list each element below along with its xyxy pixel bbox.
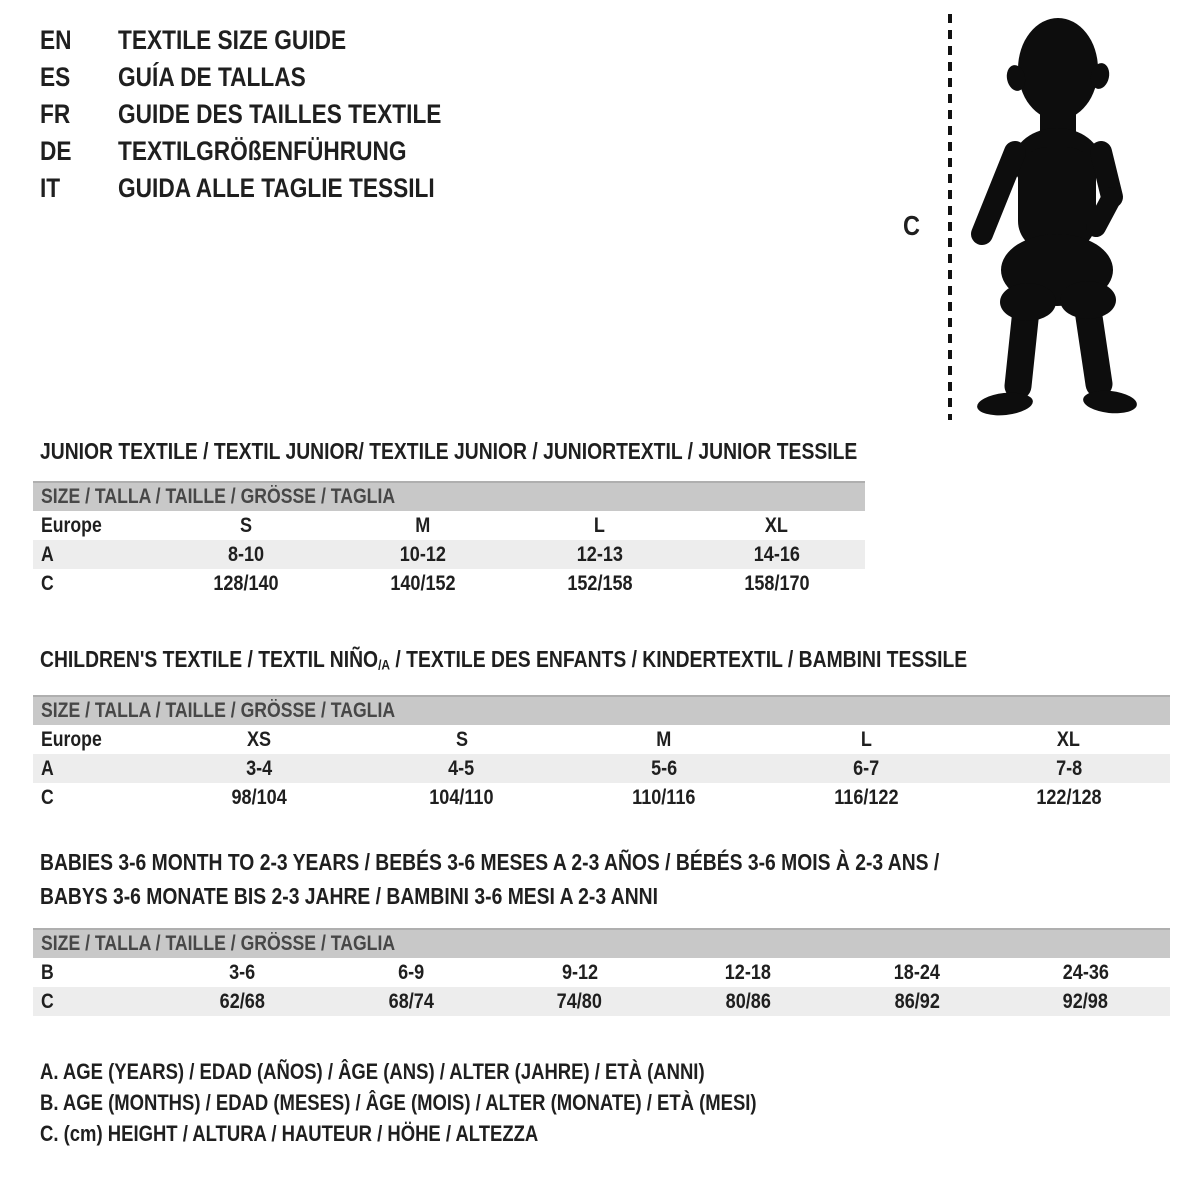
language-title: TEXTILE SIZE GUIDE <box>118 25 347 55</box>
language-row <box>40 170 503 207</box>
section-title-junior: JUNIOR TEXTILE / TEXTIL JUNIOR/ TEXTILE JUNIOR / JUNIORTEXTIL / JUNIOR TESSILE <box>40 438 858 464</box>
row-label: B <box>41 960 54 984</box>
nino-a-subscript: /A <box>378 657 391 674</box>
size-header-bar: SIZE / TALLA / TAILLE / GRÖSSE / TAGLIA <box>41 932 396 955</box>
cell: 62/68 <box>219 989 265 1013</box>
footnote-a: A. AGE (YEARS) / EDAD (AÑOS) / ÂGE (ANS) / ALTER (JAHRE) / ETÀ (ANNI) <box>40 1058 705 1084</box>
cell: L <box>860 727 872 751</box>
cell: L <box>594 513 606 537</box>
language-code: IT <box>40 173 61 203</box>
children-size-table <box>33 695 1170 812</box>
table-row <box>33 783 1170 812</box>
cell: XS <box>247 727 272 751</box>
cell: M <box>415 513 431 537</box>
language-code: DE <box>40 136 72 166</box>
cell: 18-24 <box>893 960 941 984</box>
cell: 3-4 <box>246 756 273 780</box>
cell: 9-12 <box>561 960 598 984</box>
cell: 14-16 <box>753 542 800 566</box>
row-label: Europe <box>41 513 102 537</box>
language-title: GUIDE DES TAILLES TEXTILE <box>118 99 442 129</box>
cell: 10-12 <box>400 542 447 566</box>
language-title: GUIDA ALLE TAGLIE TESSILI <box>118 173 435 203</box>
language-row <box>40 96 503 133</box>
language-row <box>40 133 503 170</box>
row-label: C <box>41 571 54 595</box>
cell: 98/104 <box>231 785 287 809</box>
cell: 128/140 <box>213 571 280 595</box>
cell: 24-36 <box>1062 960 1109 984</box>
table-row <box>33 958 1170 987</box>
height-label-c: C <box>903 210 920 241</box>
section-title-babies: BABIES 3-6 MONTH TO 2-3 YEARS / BEBÉS 3-6 MESES A 2-3 AÑOS / BÉBÉS 3-6 MOIS À 2-3 ANS / BABYS 3-6 MONATE BIS 2-3 JAHRE / BAMBINI 3-6 MESI A 2-3 ANNI <box>40 849 940 909</box>
cell: S <box>455 727 468 751</box>
table-row <box>33 511 865 540</box>
babies-size-table <box>33 928 1170 1016</box>
cell: 74/80 <box>557 989 603 1013</box>
language-code: FR <box>40 99 71 129</box>
cell: 8-10 <box>228 542 265 566</box>
row-label: Europe <box>41 727 102 751</box>
cell: 104/110 <box>429 785 494 809</box>
cell: 158/170 <box>743 571 810 595</box>
row-label: C <box>41 989 54 1013</box>
cell: 68/74 <box>388 989 434 1013</box>
cell: XL <box>765 513 789 537</box>
table-row <box>33 987 1170 1016</box>
cell: XL <box>1057 727 1081 751</box>
cell: 152/158 <box>567 571 633 595</box>
section-title-children: CHILDREN'S TEXTILE / TEXTIL NIÑO/A / TEXTILE DES ENFANTS / KINDERTEXTIL / BAMBINI TESSILE <box>40 646 968 674</box>
footnote-c: C. (cm) HEIGHT / ALTURA / HAUTEUR / HÖHE / ALTEZZA <box>40 1120 539 1146</box>
cell: 86/92 <box>894 989 940 1013</box>
cell: 5-6 <box>650 756 678 780</box>
cell: 3-6 <box>229 960 256 984</box>
cell: 140/152 <box>390 571 456 595</box>
table-row <box>33 540 865 569</box>
cell: M <box>656 727 672 751</box>
row-label: C <box>41 785 54 809</box>
cell: 116/122 <box>834 785 899 809</box>
cell: 110/116 <box>632 785 696 809</box>
cell: 12-13 <box>576 542 623 566</box>
row-label: A <box>41 756 54 780</box>
language-code: EN <box>40 25 72 55</box>
language-title: TEXTILGRÖßENFÜHRUNG <box>118 136 407 166</box>
cell: 6-9 <box>397 960 425 984</box>
cell: 92/98 <box>1063 989 1109 1013</box>
table-row <box>33 725 1170 754</box>
table-row <box>33 569 865 598</box>
cell: 12-18 <box>725 960 772 984</box>
cell: S <box>240 513 253 537</box>
junior-size-table <box>33 481 865 598</box>
language-legend <box>40 22 503 207</box>
language-row <box>40 22 503 59</box>
toddler-silhouette-icon <box>958 12 1143 427</box>
cell: 4-5 <box>448 756 475 780</box>
cell: 80/86 <box>725 989 771 1013</box>
language-code: ES <box>40 62 71 92</box>
cell: 6-7 <box>853 756 880 780</box>
footnote-b: B. AGE (MONTHS) / EDAD (MESES) / ÂGE (MOIS) / ALTER (MONATE) / ETÀ (MESI) <box>40 1089 757 1115</box>
height-dashed-line <box>946 14 954 425</box>
row-label: A <box>41 542 54 566</box>
cell: 7-8 <box>1055 756 1082 780</box>
language-title: GUÍA DE TALLAS <box>118 62 306 92</box>
size-header-bar: SIZE / TALLA / TAILLE / GRÖSSE / TAGLIA <box>41 485 396 508</box>
table-row <box>33 754 1170 783</box>
language-row <box>40 59 503 96</box>
footnotes <box>40 1056 893 1149</box>
size-header-bar: SIZE / TALLA / TAILLE / GRÖSSE / TAGLIA <box>41 699 396 722</box>
cell: 122/128 <box>1036 785 1102 809</box>
